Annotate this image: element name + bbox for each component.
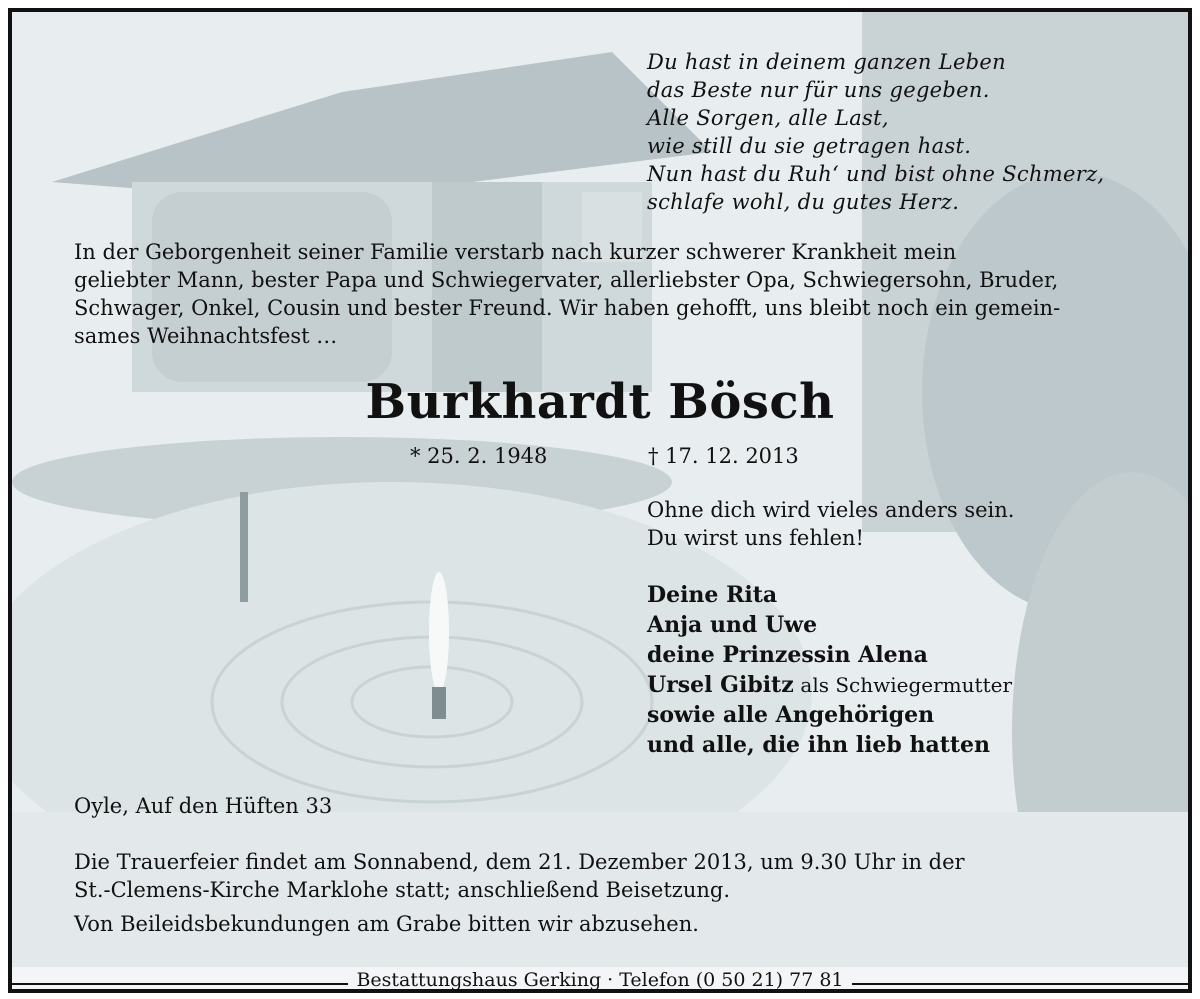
memorial-poem: [647, 48, 1104, 216]
funeral-home-footer: [12, 967, 1188, 993]
poem-line: das Beste nur für uns gegeben.: [647, 78, 990, 102]
mourner-mother-in-law-role: als Schwiegermutter: [800, 673, 1012, 697]
poem-line: Du hast in deinem ganzen Leben: [647, 50, 1006, 74]
announcement-line: sames Weihnachtsfest …: [74, 324, 338, 348]
mourner-grandchild: deine Prinzessin Alena: [647, 642, 928, 668]
mourner-children: Anja und Uwe: [647, 612, 818, 638]
funeral-service-info: [74, 848, 1134, 904]
announcement-text: [74, 238, 1134, 350]
deceased-name: Burkhardt Bösch: [365, 374, 835, 430]
mourner-wife: Deine Rita: [647, 582, 778, 608]
mourner-all: und alle, die ihn lieb hatten: [647, 732, 991, 758]
mourners-list: [647, 580, 1012, 760]
poem-line: Nun hast du Ruh‘ und bist ohne Schmerz,: [647, 162, 1105, 186]
birth-date: * 25. 2. 1948: [410, 444, 548, 468]
announcement-line: geliebter Mann, bester Papa und Schwiegervater, allerliebster Opa, Schwiegersohn, Bruder,: [74, 268, 1059, 292]
farewell-line: Du wirst uns fehlen!: [647, 526, 864, 550]
poem-line: schlafe wohl, du gutes Herz.: [647, 190, 960, 214]
obituary-frame: [8, 8, 1192, 993]
poem-line: Alle Sorgen, alle Last,: [647, 106, 889, 130]
mourner-relatives: sowie alle Angehörigen: [647, 702, 935, 728]
announcement-line: In der Geborgenheit seiner Familie verstarb nach kurzer schwerer Krankheit mein: [74, 240, 957, 264]
condolence-note: Von Beileidsbekundungen am Grabe bitten wir abzusehen.: [74, 912, 699, 936]
funeral-home-contact: Bestattungshaus Gerking · Telefon (0 50 21) 77 81: [348, 969, 851, 991]
announcement-line: Schwager, Onkel, Cousin und bester Freund. Wir haben gehofft, uns bleibt noch ein gemein-: [74, 296, 1061, 320]
family-address: Oyle, Auf den Hüften 33: [74, 794, 333, 818]
death-date: † 17. 12. 2013: [648, 444, 799, 468]
service-line: Die Trauerfeier findet am Sonnabend, dem 21. Dezember 2013, um 9.30 Uhr in der: [74, 850, 965, 874]
farewell-line: Ohne dich wird vieles anders sein.: [647, 498, 1015, 522]
service-line: St.-Clemens-Kirche Marklohe statt; anschließend Beisetzung.: [74, 878, 731, 902]
farewell-text: [647, 496, 1014, 552]
mourner-mother-in-law-name: Ursel Gibitz: [647, 672, 794, 698]
poem-line: wie still du sie getragen hast.: [647, 134, 972, 158]
mourner-mother-in-law: [647, 670, 1012, 700]
